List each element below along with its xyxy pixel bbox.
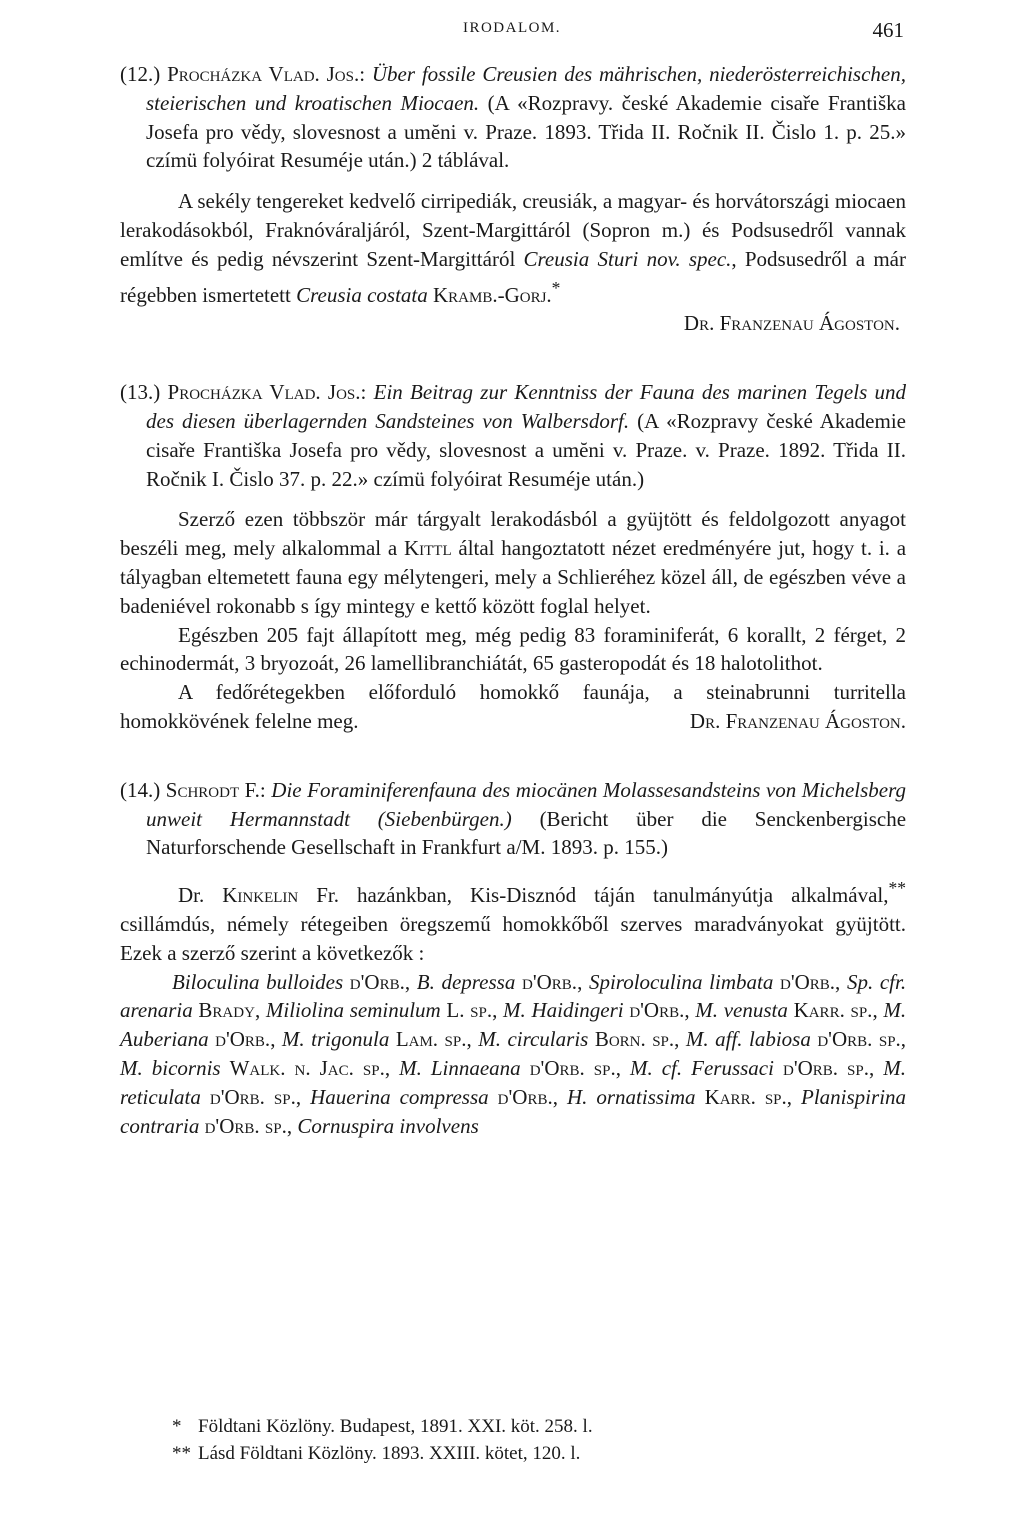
species-authority: L. sp. — [446, 998, 493, 1023]
entry-citation: (Bericht über die Senckenbergische Naturforschende Gesellschaft in Frankfurt a/M. 1893. p. 155.) — [146, 806, 907, 860]
species-list: Biloculina bulloides d'Orb., B. depressa d'Orb., Spiroloculina limbata d'Orb., Sp. cfr. arenaria Brady, Miliolina seminulum L. sp., M. Haidingeri d'Orb., M. venusta Karr. sp., M. Auberiana d'Orb., M. trigonula Lam. sp., M. circularis Born. sp., M. aff. labiosa d'Orb. sp., M. bicornis Walk. n. Jac. sp., M. Linnaeana d'Orb. sp., M. cf. Ferussaci d'Orb. sp., M. reticulata d'Orb. sp., Hauerina compressa d'Orb., H. ornatissima Karr. sp., Planispirina contraria d'Orb. sp., Cornuspira involvens — [120, 969, 907, 1138]
entry-12 — [120, 60, 906, 338]
entry-13 — [120, 378, 906, 736]
species-name: M. circularis — [478, 1027, 589, 1052]
species-authority: Brady — [198, 998, 255, 1023]
species-name: Biloculina bulloides — [172, 969, 344, 994]
signature: Dr. Franzenau Ágoston. — [689, 708, 906, 733]
species-name: M. Auberiana — [120, 998, 907, 1052]
footnote — [172, 1413, 593, 1440]
entry-citation: (A «Rozpravy české Akademie cisaře Františka Josefa pro vědy, slovesnost a umĕni v. Praze. v. Praze. 1892. Třida II. Ročnik I. Čislo 37. p. 22.» czímü folyóirat Resuméje után.) — [146, 408, 906, 491]
species-name: M. Linnaeana — [399, 1055, 521, 1080]
taxon-name: Creusia costata — [296, 282, 428, 307]
footnote-text: Lásd Földtani Közlöny. 1893. XXIII. kötet, 120. l. — [198, 1443, 581, 1464]
species-authority: d'Orb. — [629, 998, 685, 1023]
entry-body-text: A sekély tengereket kedvelő cirripediák, creusiák, a magyar- és horvátországi miocaen lerakodásokból, Fraknóváraljáról, Szent-Margittáról (Sopron m.) és Podsusedről vannak említve és pedig névszerint Szent-Margittáról — [120, 189, 906, 271]
species-name: Hauerina compressa — [310, 1084, 489, 1109]
entry-paragraph: Dr. Kinkelin Fr. hazánkban, Kis-Disznód táján tanulmányútja alkalmával,** csillámdús, némely rétegeiben öregszemű homokkőből szerves maradványokat gyüjtött. Ezek a szerző szerint a következők : — [120, 878, 906, 965]
species-authority: d'Orb. sp. — [204, 1113, 287, 1138]
footnote-mark: ** — [172, 1443, 191, 1464]
footnote — [172, 1440, 593, 1467]
species-name: M. Haidingeri — [503, 998, 624, 1023]
footnote-ref: * — [551, 277, 561, 298]
species-name: M. reticulata — [120, 1055, 906, 1109]
species-name: B. depressa — [416, 969, 516, 994]
entry-paragraph: A fedőrétegekben előforduló homokkő faunája, a steinabrunni turritella homokkövének felelne meg. Dr. Franzenau Ágoston. — [120, 678, 906, 736]
entry-paragraph: Szerző ezen többször már tárgyalt lerakodásból a gyüjtött és feldolgozott anyagot beszéli meg, mely alkalommal a Kittl által hangoztatott nézet eredményére jut, hogy t. i. a tályagban eltemetett fauna egy mélytengeri, mely a Schlieréhez közel áll, de egészben véve a badeniével rokonabb s így mintegy e kettő között foglal helyet. — [120, 507, 907, 618]
species-name: Planispirina contraria — [120, 1084, 907, 1138]
species-name: Cornuspira involvens — [297, 1113, 479, 1138]
species-name: M. bicornis — [120, 1055, 221, 1080]
species-authority: d'Orb. sp. — [782, 1055, 869, 1080]
species-authority: d'Orb. — [349, 969, 405, 994]
taxon-name: Creusia Sturi nov. spec. — [523, 246, 732, 271]
page-number: 461 — [872, 18, 904, 42]
entry-number: (13.) — [120, 380, 161, 405]
species-authority: d'Orb. — [780, 969, 836, 994]
entry-body — [120, 187, 906, 309]
body-text — [120, 60, 906, 1140]
species-name: Sp. cfr. arenaria — [120, 969, 907, 1023]
species-name: H. ornatissima — [566, 1084, 696, 1109]
species-authority: d'Orb. — [215, 1027, 271, 1052]
entry-title: Die Foraminiferenfauna des miocänen Molassesandsteins von Michelsberg unweit Hermannstadt (Siebenbürgen.) — [146, 777, 906, 831]
entry-author: Procházka Vlad. Jos. — [167, 380, 361, 405]
entry-heading: (13.) Procházka Vlad. Jos.: Ein Beitrag zur Kenntniss der Fauna des marinen Tegels und des diesen überlagernden Sandsteines von Walbersdorf. (A «Rozpravy české Akademie cisaře Františka Josefa pro vědy, slovesnost a umĕni v. Praze. v. Praze. 1892. Třida II. Ročnik I. Čislo 37. p. 22.» czímü folyóirat Resuméje után.) — [120, 380, 907, 491]
entry-paragraph: Egészben 205 fajt állapított meg, még pedig 83 foraminiferát, 6 korallt, 2 férget, 2 echinodermát, 3 bryozoát, 26 lamellibranchiátát, 65 gasteropodát és 18 halotolithot. — [120, 622, 906, 676]
taxon-authority: Kramb.-Gorj. — [432, 282, 552, 307]
species-authority: Karr. sp. — [793, 998, 873, 1023]
species-authority: Born. sp. — [594, 1027, 675, 1052]
species-name: Miliolina seminulum — [265, 998, 441, 1023]
species-authority: d'Orb. — [522, 969, 578, 994]
entry-citation: (A «Rozpravy. české Akademie cisaře Františka Josefa pro vědy, slovesnost a umĕni v. Praze. 1893. Třida II. Ročnik II. Čislo 1. p. 25.» czímü folyóirat Resuméje után.) 2 táblával. — [146, 90, 906, 173]
entry-title: Über fossile Creusien des mährischen, niederösterreichischen, steierischen und kroatischen Miocaen. — [146, 62, 906, 115]
running-title: IRODALOM. — [462, 20, 562, 36]
entry-number: (12.) — [120, 62, 161, 86]
species-authority: Walk. n. Jac. sp. — [229, 1055, 385, 1080]
entry-author: Procházka Vlad. Jos. — [167, 62, 360, 86]
footnote-ref: ** — [888, 878, 906, 899]
author-name: Kittl — [403, 536, 452, 561]
footnotes — [172, 1413, 593, 1467]
species-name: M. aff. labiosa — [685, 1027, 811, 1052]
author-name: Kinkelin — [222, 883, 299, 908]
species-name: M. venusta — [695, 998, 788, 1023]
species-authority: d'Orb. sp. — [529, 1055, 616, 1080]
entry-title: Ein Beitrag zur Kenntniss der Fauna des marinen Tegels und des diesen überlagernden Sandsteines von Walbersdorf. — [146, 380, 907, 433]
entry-heading: (14.) Schrodt F.: Die Foraminiferenfauna des miocänen Molassesandsteins von Michelsberg unweit Hermannstadt (Siebenbürgen.) (Bericht über die Senckenbergische Naturforschende Gesellschaft in Frankfurt a/M. 1893. p. 155.) — [120, 777, 907, 860]
species-authority: Karr. sp. — [704, 1084, 787, 1109]
species-authority: d'Orb. — [497, 1084, 553, 1109]
species-authority: Lam. sp. — [395, 1027, 467, 1052]
entry-heading: (12.) Procházka Vlad. Jos.: Über fossile Creusien des mährischen, niederösterreichischen, steierischen und kroatischen Miocaen. (A «Rozpravy. české Akademie cisaře Františka Josefa pro vědy, slovesnost a umĕni v. Praze. 1893. Třida II. Ročnik II. Čislo 1. p. 25.» czímü folyóirat Resuméje után.) 2 táblával. — [120, 62, 906, 173]
species-authority: d'Orb. sp. — [817, 1027, 901, 1052]
species-authority: d'Orb. sp. — [209, 1084, 296, 1109]
entry-14 — [120, 776, 906, 1141]
species-name: Spiroloculina limbata — [588, 969, 774, 994]
footnote-text: Földtani Közlöny. Budapest, 1891. XXI. köt. 258. l. — [198, 1416, 593, 1437]
entry-number: (14.) — [120, 777, 161, 802]
species-name: M. trigonula — [281, 1027, 390, 1052]
running-head — [0, 14, 1024, 44]
footnote-mark: * — [172, 1416, 182, 1437]
entry-body-mid: , Podsusedről a már régebben ismertetett — [120, 246, 906, 307]
signature: Dr. Franzenau Ágoston. — [683, 311, 900, 336]
entry-author: Schrodt F. — [165, 777, 260, 802]
species-name: M. cf. Ferussaci — [629, 1055, 774, 1080]
